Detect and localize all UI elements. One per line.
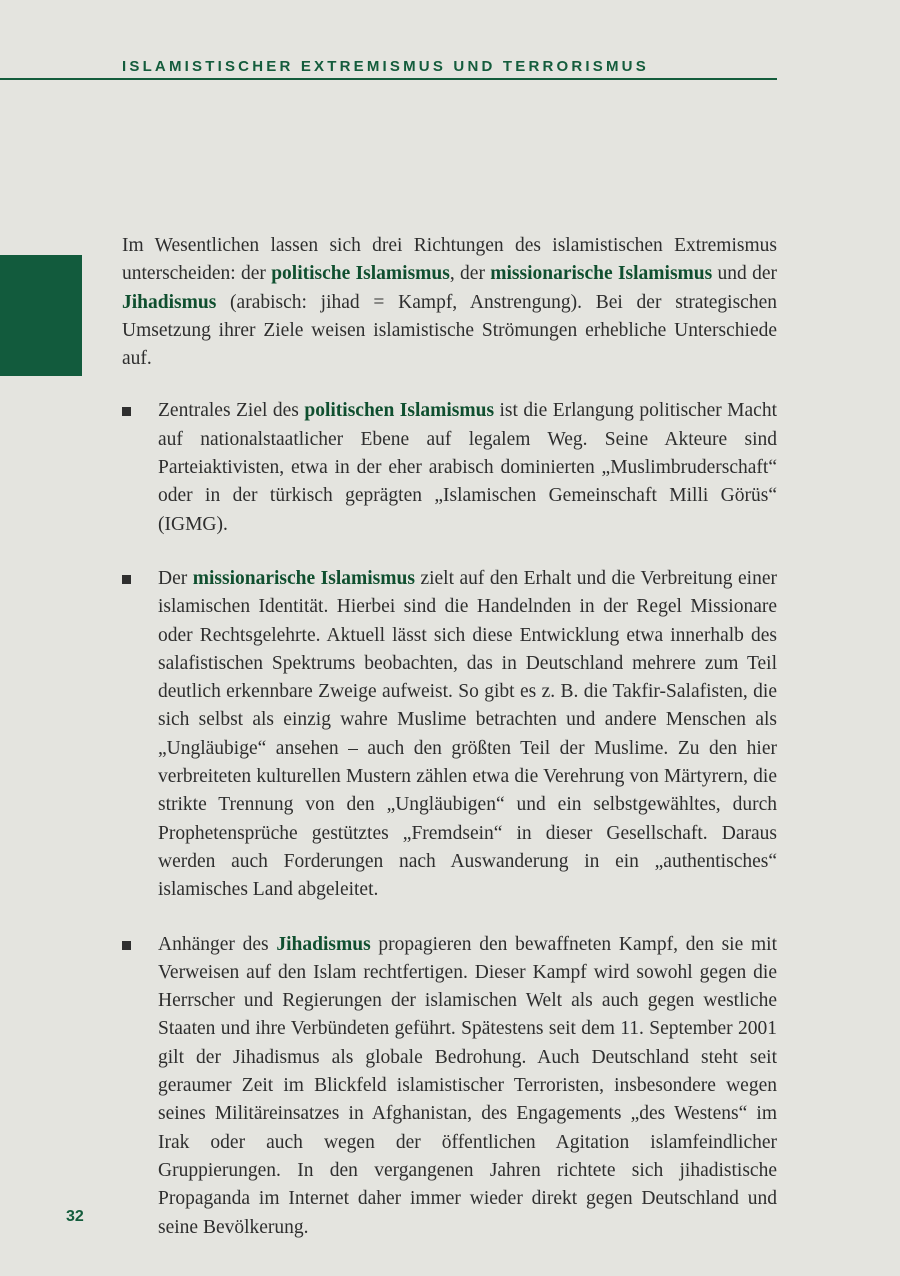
square-bullet-icon — [122, 575, 131, 584]
bullet-text: zielt auf den Erhalt und die Verbreitung einer islamischen Identität. Hierbei sind die Handelnden in der Regel Missionare oder Rechtsgelehrte. Aktuell lässt sich diese Entwicklung etwa innerhalb des salafistischen Spektrums beobachten, das in Deutschland mehrere zum Teil deutlich erkennbare Zweige aufweist. So gibt es z. B. die Takfir-Salafisten, die sich selbst als einzig wahre Muslime betrachten und andere Menschen als „Ungläubige“ ansehen – auch den größten Teil der Muslime. Zu den hier verbreiteten kulturellen Mustern zählen etwa die Verehrung von Märtyrern, die strikte Trennung von den „Ungläubigen“ und ein selbstgewähltes, durch Prophetensprüche gestütztes „Fremdsein“ in dieser Gesellschaft. Daraus werden auch Forderungen nach Auswanderung in ein „authentisches“ islamisches Land abgeleitet. — [158, 567, 777, 901]
header-rule — [0, 78, 777, 80]
square-bullet-icon — [122, 407, 131, 416]
bullet-text: propagieren den bewaffneten Kampf, den sie mit Verweisen auf den Islam rechtfertigen. Dieser Kampf wird sowohl gegen die Herrscher und Regierungen der islamischen Welt als auch gegen westliche Staaten und ihre Verbündeten geführt. Spätestens seit dem 11. September 2001 gilt der Jihadismus als globale Bedrohung. Auch Deutschland steht seit geraumer Zeit im Blickfeld islamistischer Terroristen, insbesondere wegen seines Militäreinsatzes in Afghanistan, des Engagements „des Westens“ im Irak oder auch wegen der öffentlichen Agitation islamfeindlicher Gruppierungen. In den vergangenen Jahren richtete sich jihadistische Propaganda im Internet daher immer wieder direkt gegen Deutschland und seine Bevölkerung. — [158, 933, 777, 1238]
intro-text: und der — [712, 263, 777, 285]
list-item — [122, 931, 777, 1242]
page-number: 32 — [66, 1208, 84, 1225]
bullet-highlight: missionarische Islamismus — [192, 567, 415, 589]
list-item — [122, 565, 777, 905]
bullet-text: Anhänger des — [158, 933, 277, 955]
term-politischer-islamismus: politische Islamismus — [271, 263, 450, 285]
intro-text: Im Wesentlichen lassen sich drei Richtungen des islamistischen Extremismus unterscheiden: der — [122, 235, 777, 285]
bullet-text: Der — [158, 567, 193, 589]
bullet-highlight: Jihadismus — [276, 933, 371, 955]
bullet-text: Zentrales Ziel des — [158, 400, 305, 422]
intro-paragraph — [122, 232, 777, 373]
bullet-text: ist die Erlangung politischer Macht auf nationalstaatlicher Ebene auf legalem Weg. Seine Akteure sind Parteiaktivisten, etwa in der eher arabisch dominierten „Muslimbruderschaft“ oder in der türkisch geprägten „Islamischen Gemeinschaft Milli Görüs“ (IGMG). — [158, 400, 778, 535]
term-jihadismus: Jihadismus — [122, 291, 217, 313]
term-missionarischer-islamismus: missionarische Islamismus — [490, 263, 713, 285]
bullet-highlight: politischen Islamismus — [304, 400, 495, 422]
intro-text: , der — [449, 263, 491, 285]
chapter-side-tab — [0, 255, 82, 376]
bullet-list — [122, 397, 777, 1241]
list-item — [122, 397, 777, 538]
square-bullet-icon — [122, 941, 131, 950]
running-header: ISLAMISTISCHER EXTREMISMUS UND TERRORISMUS — [122, 58, 649, 75]
intro-text: (arabisch: jihad = Kampf, Anstrengung). Bei der strategischen Umsetzung ihrer Ziele weisen islamistische Strömungen erhebliche Unterschiede auf. — [122, 291, 777, 370]
main-content — [122, 232, 777, 1268]
